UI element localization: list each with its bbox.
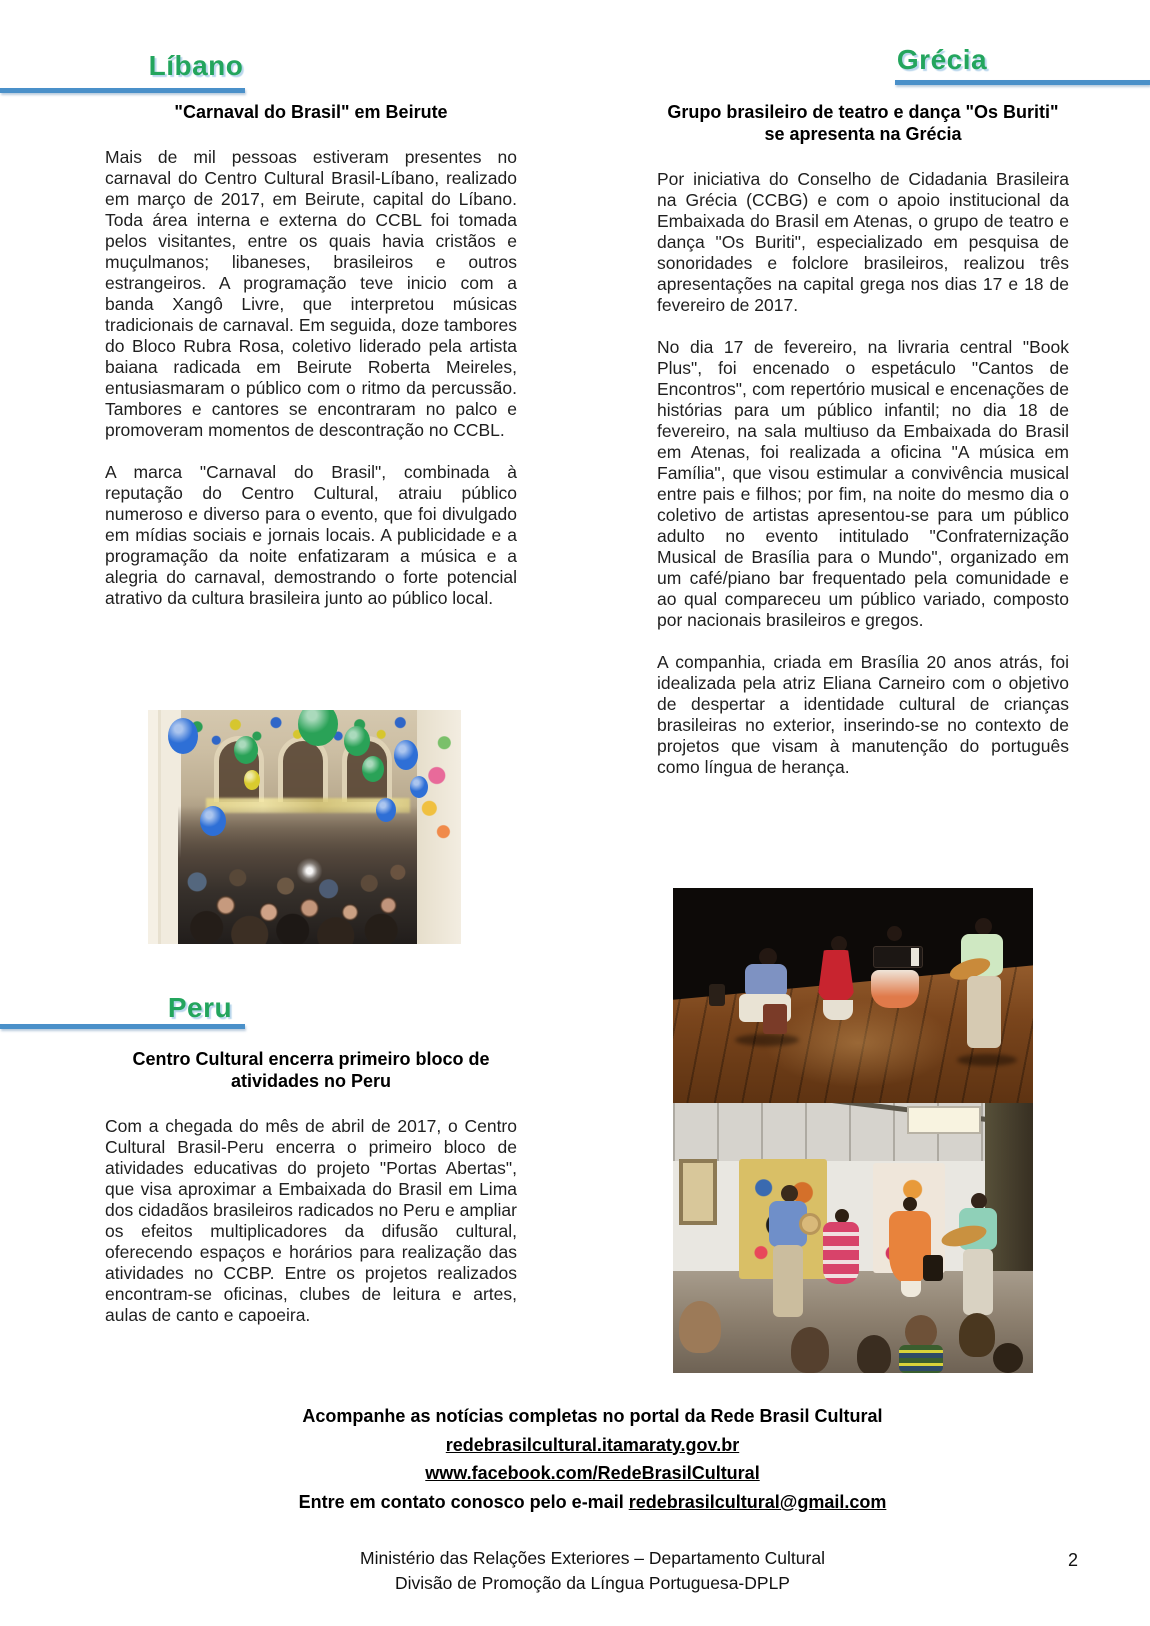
performer-red-dress (817, 950, 855, 1002)
performer-head (971, 1193, 987, 1209)
performer-head (831, 936, 847, 952)
audience-striped-shirt (899, 1345, 943, 1373)
performer-pantaloons (901, 1281, 921, 1297)
section-header-libano: Líbano (148, 50, 244, 81)
balloon (168, 718, 198, 754)
ministry-line-2: Divisão de Promoção da Língua Portuguesa-DPLP (395, 1573, 790, 1593)
balloon (362, 756, 384, 782)
drum (709, 984, 725, 1006)
performer-pink-dress (823, 1222, 859, 1284)
article-peru (105, 1048, 517, 1347)
page-number: 2 (1068, 1550, 1079, 1570)
balloon (410, 776, 428, 798)
facebook-link[interactable]: www.facebook.com/RedeBrasilCultural (425, 1463, 760, 1483)
right-wall-decorations (417, 710, 461, 944)
audience-head (905, 1315, 937, 1349)
contact-prefix: Entre em contato conosco pelo e-mail (298, 1491, 629, 1512)
email-link[interactable]: redebrasilcultural@gmail.com (628, 1491, 887, 1512)
picture-frame (679, 1159, 717, 1225)
performer-pants (963, 1249, 993, 1315)
article-title-peru: Centro Cultural encerra primeiro bloco de atividades no Peru (132, 1049, 490, 1091)
performer-head (781, 1185, 798, 1202)
audience-head (679, 1301, 721, 1353)
article-libano (105, 101, 517, 630)
performer-head (903, 1197, 917, 1211)
audience-head (993, 1343, 1023, 1373)
article-title-libano: "Carnaval do Brasil" em Beirute (174, 102, 448, 122)
libano-header-rule (0, 88, 245, 93)
audience-head (857, 1335, 891, 1373)
body-paragraph: No dia 17 de fevereiro, na livraria central "Book Plus", foi encenado o espetáculo "Cantos de Encontros", com repertório musical e encenações de histórias para um público infantil; no dia 18 de fevereiro, na sala multiuso da Embaixada do Brasil em Atenas, foi realizada a oficina "A música em Família", que visou estimular a convivência musical entre pais e filhos; por fim, na noite do mesmo dia o coletivo de artistas apresentou-se para um público adulto no evento intitulado "Confraternização Musical de Brasília para o Mundo", organizado em um café/piano bar frequentado pela comunidade e ao qual compareceu um público variado, composto por nacionais brasileiros e gregos. (657, 337, 1069, 630)
performer-head (975, 918, 992, 935)
body-paragraph: A companhia, criada em Brasília 20 anos atrás, foi idealizada pela atriz Eliana Carneiro com o objetivo de despertar a identidade cultural de crianças brasileiras no exterior, inserindo-se no contexto de projetos que visam à manutenção do português como língua de herança. (657, 652, 1069, 777)
performer-pants (967, 976, 1001, 1048)
body-paragraph: A marca "Carnaval do Brasil", combinada à reputação do Centro Cultural, atraiu público numeroso e diverso para o evento, que foi divulgado em mídias sociais e jornais locais. A publicidade e a programação da noite enfatizaram a música e a alegria do carnaval, demostrando o forte potencial atrativo da cultura brasileira junto ao público local. (105, 462, 517, 608)
performer-orange-skirt (871, 970, 919, 1008)
speaker-bag (923, 1255, 943, 1281)
audience-head (959, 1313, 995, 1357)
balloon (376, 798, 396, 822)
balloon (200, 806, 226, 836)
balloon (234, 736, 258, 764)
section-header-peru: Peru (167, 992, 233, 1023)
portal-link[interactable]: redebrasilcultural.itamaraty.gov.br (445, 1434, 740, 1455)
balloon (244, 770, 260, 790)
skylight (907, 1106, 981, 1134)
body-paragraph: Por iniciativa do Conselho de Cidadania Brasileira na Grécia (CCBG) e com o apoio institucional da Embaixada do Brasil em Atenas, o grupo de teatro e dança "Os Buriti", especializado em pesquisa de sonoridades e folclore brasileiros, realizou três apresentações na capital grega nos dias 17 e 18 de fevereiro de 2017. (657, 169, 1069, 315)
theater-stage-photo (673, 888, 1033, 1103)
article-grecia (657, 101, 1069, 799)
balloon (394, 740, 418, 770)
section-header-grecia: Grécia (896, 44, 988, 75)
performer-pantaloons (823, 1000, 853, 1020)
performer-pants (773, 1245, 803, 1317)
balloon-garland (178, 710, 417, 752)
peru-header-rule (0, 1024, 245, 1029)
tambourine (799, 1213, 821, 1235)
audience-head (791, 1327, 829, 1373)
footer-contact-line (35, 1488, 1150, 1517)
carnival-crowd-photo (148, 710, 461, 944)
performer-head (835, 1209, 849, 1223)
accordion-keys (911, 948, 919, 966)
figure-shadow (735, 1034, 799, 1046)
footer-portal-text: Acompanhe as notícias completas no portal da Rede Brasil Cultural (302, 1406, 883, 1426)
article-title-grecia: Grupo brasileiro de teatro e dança "Os Buriti" se apresenta na Grécia (667, 102, 1059, 144)
embassy-room-performance-photo (673, 1103, 1033, 1373)
grecia-header-rule (895, 80, 1150, 85)
cajon-drum (763, 1004, 787, 1034)
body-paragraph: Com a chegada do mês de abril de 2017, o Centro Cultural Brasil-Peru encerra o primeiro bloco de atividades educativas do projeto "Portas Abertas", que visa aproximar a Embaixada do Brasil em Lima dos cidadãos brasileiros radicados no Peru e ampliar os efeitos multiplicadores da difusão cultural, oferecendo espaços e horários para realização das atividades no CCBP. Entre os projetos realizados encontram-se oficinas, clubes de leitura e artes, aulas de canto e capoeira. (105, 1116, 517, 1325)
figure-shadow (957, 1054, 1017, 1066)
body-paragraph: Mais de mil pessoas estiveram presentes no carnaval do Centro Cultural Brasil-Líbano, realizado em março de 2017, em Beirute, capital do Líbano. Toda área interna e externa do CCBL foi tomada pelos visitantes, entre os quais havia cristãos e muçulmanos; libaneses, brasileiros e outros estrangeiros. A programação teve inicio com a banda Xangô Livre, que interpretou músicas tradicionais de carnaval. Em seguida, doze tambores do Bloco Rubra Rosa, coletivo liderado pela artista baiana radicada em Beirute Roberta Meireles, entusiasmaram o público com o ritmo da percussão. Tambores e cantores se encontraram no palco e promoveram momentos de descontração no CCBL. (105, 147, 517, 440)
balloon (344, 726, 370, 756)
performer-head (887, 926, 902, 941)
footer (35, 1402, 1150, 1596)
ministry-line-1: Ministério das Relações Exteriores – Departamento Cultural (360, 1548, 825, 1568)
performer-blue-shirt (745, 964, 787, 998)
